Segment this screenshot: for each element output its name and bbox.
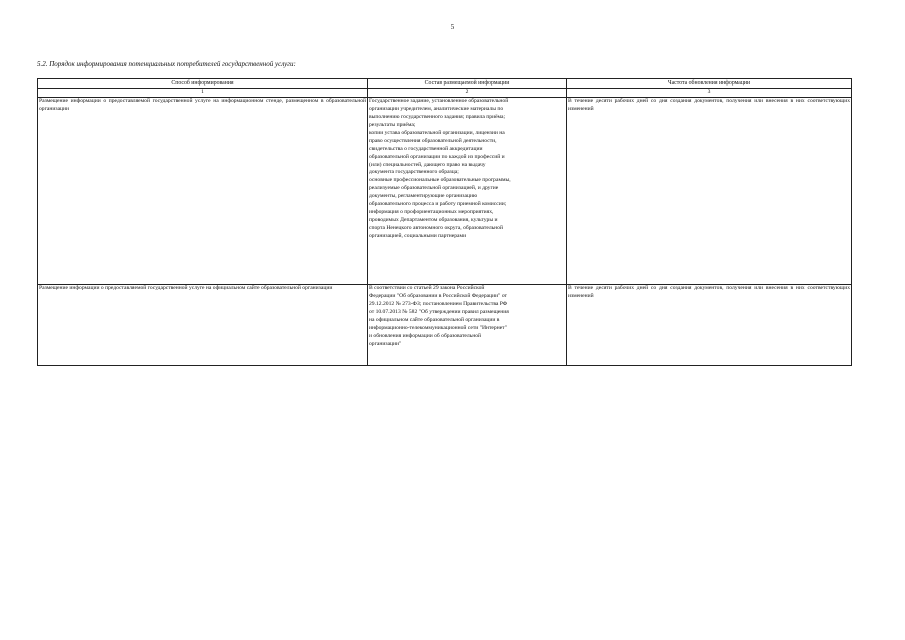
header-content: Состав размещаемой информации xyxy=(368,79,567,89)
content-line: спорта Ненецкого автономного округа, образовательной xyxy=(369,225,503,231)
table-header-row xyxy=(38,79,852,89)
content-line: и обновления информации об образовательной xyxy=(369,332,482,339)
table-row xyxy=(38,285,852,366)
content-cell xyxy=(368,98,567,285)
content-line: копии устава образовательной организации, лицензии на xyxy=(369,129,505,136)
content-line: (или) специальностей, дающего право на выдачу xyxy=(369,161,486,168)
frequency-cell: В течение десяти рабочих дней со дня создания документов, получения или внесения в них соответствующих изменений xyxy=(567,98,852,285)
content-line: образовательной организации по каждой из профессий и xyxy=(369,153,505,160)
content-line: организации учредителем, аналитические материалы по xyxy=(369,105,504,112)
content-line: документы, регламентирующие организацию xyxy=(369,193,478,200)
content-line: на официальном сайте образовательной организации в xyxy=(369,316,500,323)
column-number-3: 3 xyxy=(567,89,852,98)
header-method: Способ информирования xyxy=(38,79,368,89)
column-number-2: 2 xyxy=(368,89,567,98)
content-line: основные профессиональные образовательные программы, xyxy=(369,177,511,184)
content-line: образовательного процесса и работу приемной комиссии; xyxy=(369,201,507,208)
column-number-row xyxy=(38,89,852,98)
content-line: выполнению государственного задания; правила приёма; xyxy=(369,113,506,120)
content-line: организации" xyxy=(369,340,402,347)
content-line: Государственное задание, установленное образовательной xyxy=(369,98,509,104)
table-row xyxy=(38,98,852,285)
section-heading: 5.2. Порядок информирования потенциальных потребителей государственной услуги: xyxy=(37,60,296,68)
header-frequency: Частота обновления информации xyxy=(567,79,852,89)
content-line: документа государственного образца; xyxy=(369,169,459,176)
frequency-cell: В течение десяти рабочих дней со дня создания документов, получения или внесения в них соответствующих изменений xyxy=(567,285,852,366)
method-cell: Размещение информации о предоставляемой государственной услуге на информационном стенде, размещенном в образовательной организации xyxy=(38,98,368,285)
content-cell xyxy=(368,285,567,366)
informing-table xyxy=(37,78,852,366)
content-line: организацией, социальными партнерами xyxy=(369,232,467,239)
content-line: реализуемые образовательной организацией, и другие xyxy=(369,185,499,192)
content-line: информация о профориентационных мероприятиях, xyxy=(369,209,494,216)
content-line: результаты приёма; xyxy=(369,121,416,128)
content-line: информационно-телекоммуникационной сети "Интернет" xyxy=(369,324,507,331)
content-line: 29.12.2012 № 273-ФЗ; постановлением Правительства РФ xyxy=(369,300,508,307)
content-line: Федерации "Об образовании в Российской Федерации" от xyxy=(369,292,507,299)
page-number: 5 xyxy=(450,23,455,31)
column-number-1: 1 xyxy=(38,89,368,98)
content-line: В соответствии со статьей 29 закона Российской xyxy=(369,285,485,291)
content-line: свидетельства о государственной аккредитации xyxy=(369,145,483,152)
content-line: право осуществления образовательной деятельности, xyxy=(369,137,497,144)
method-cell: Размещение информации о предоставляемой государственной услуге на официальном сайте образовательной организации xyxy=(38,285,368,366)
content-line: от 10.07.2013 № 582 "Об утверждении правил размещения xyxy=(369,308,509,315)
content-line: проводимых Департаментом образования, культуры и xyxy=(369,217,498,224)
